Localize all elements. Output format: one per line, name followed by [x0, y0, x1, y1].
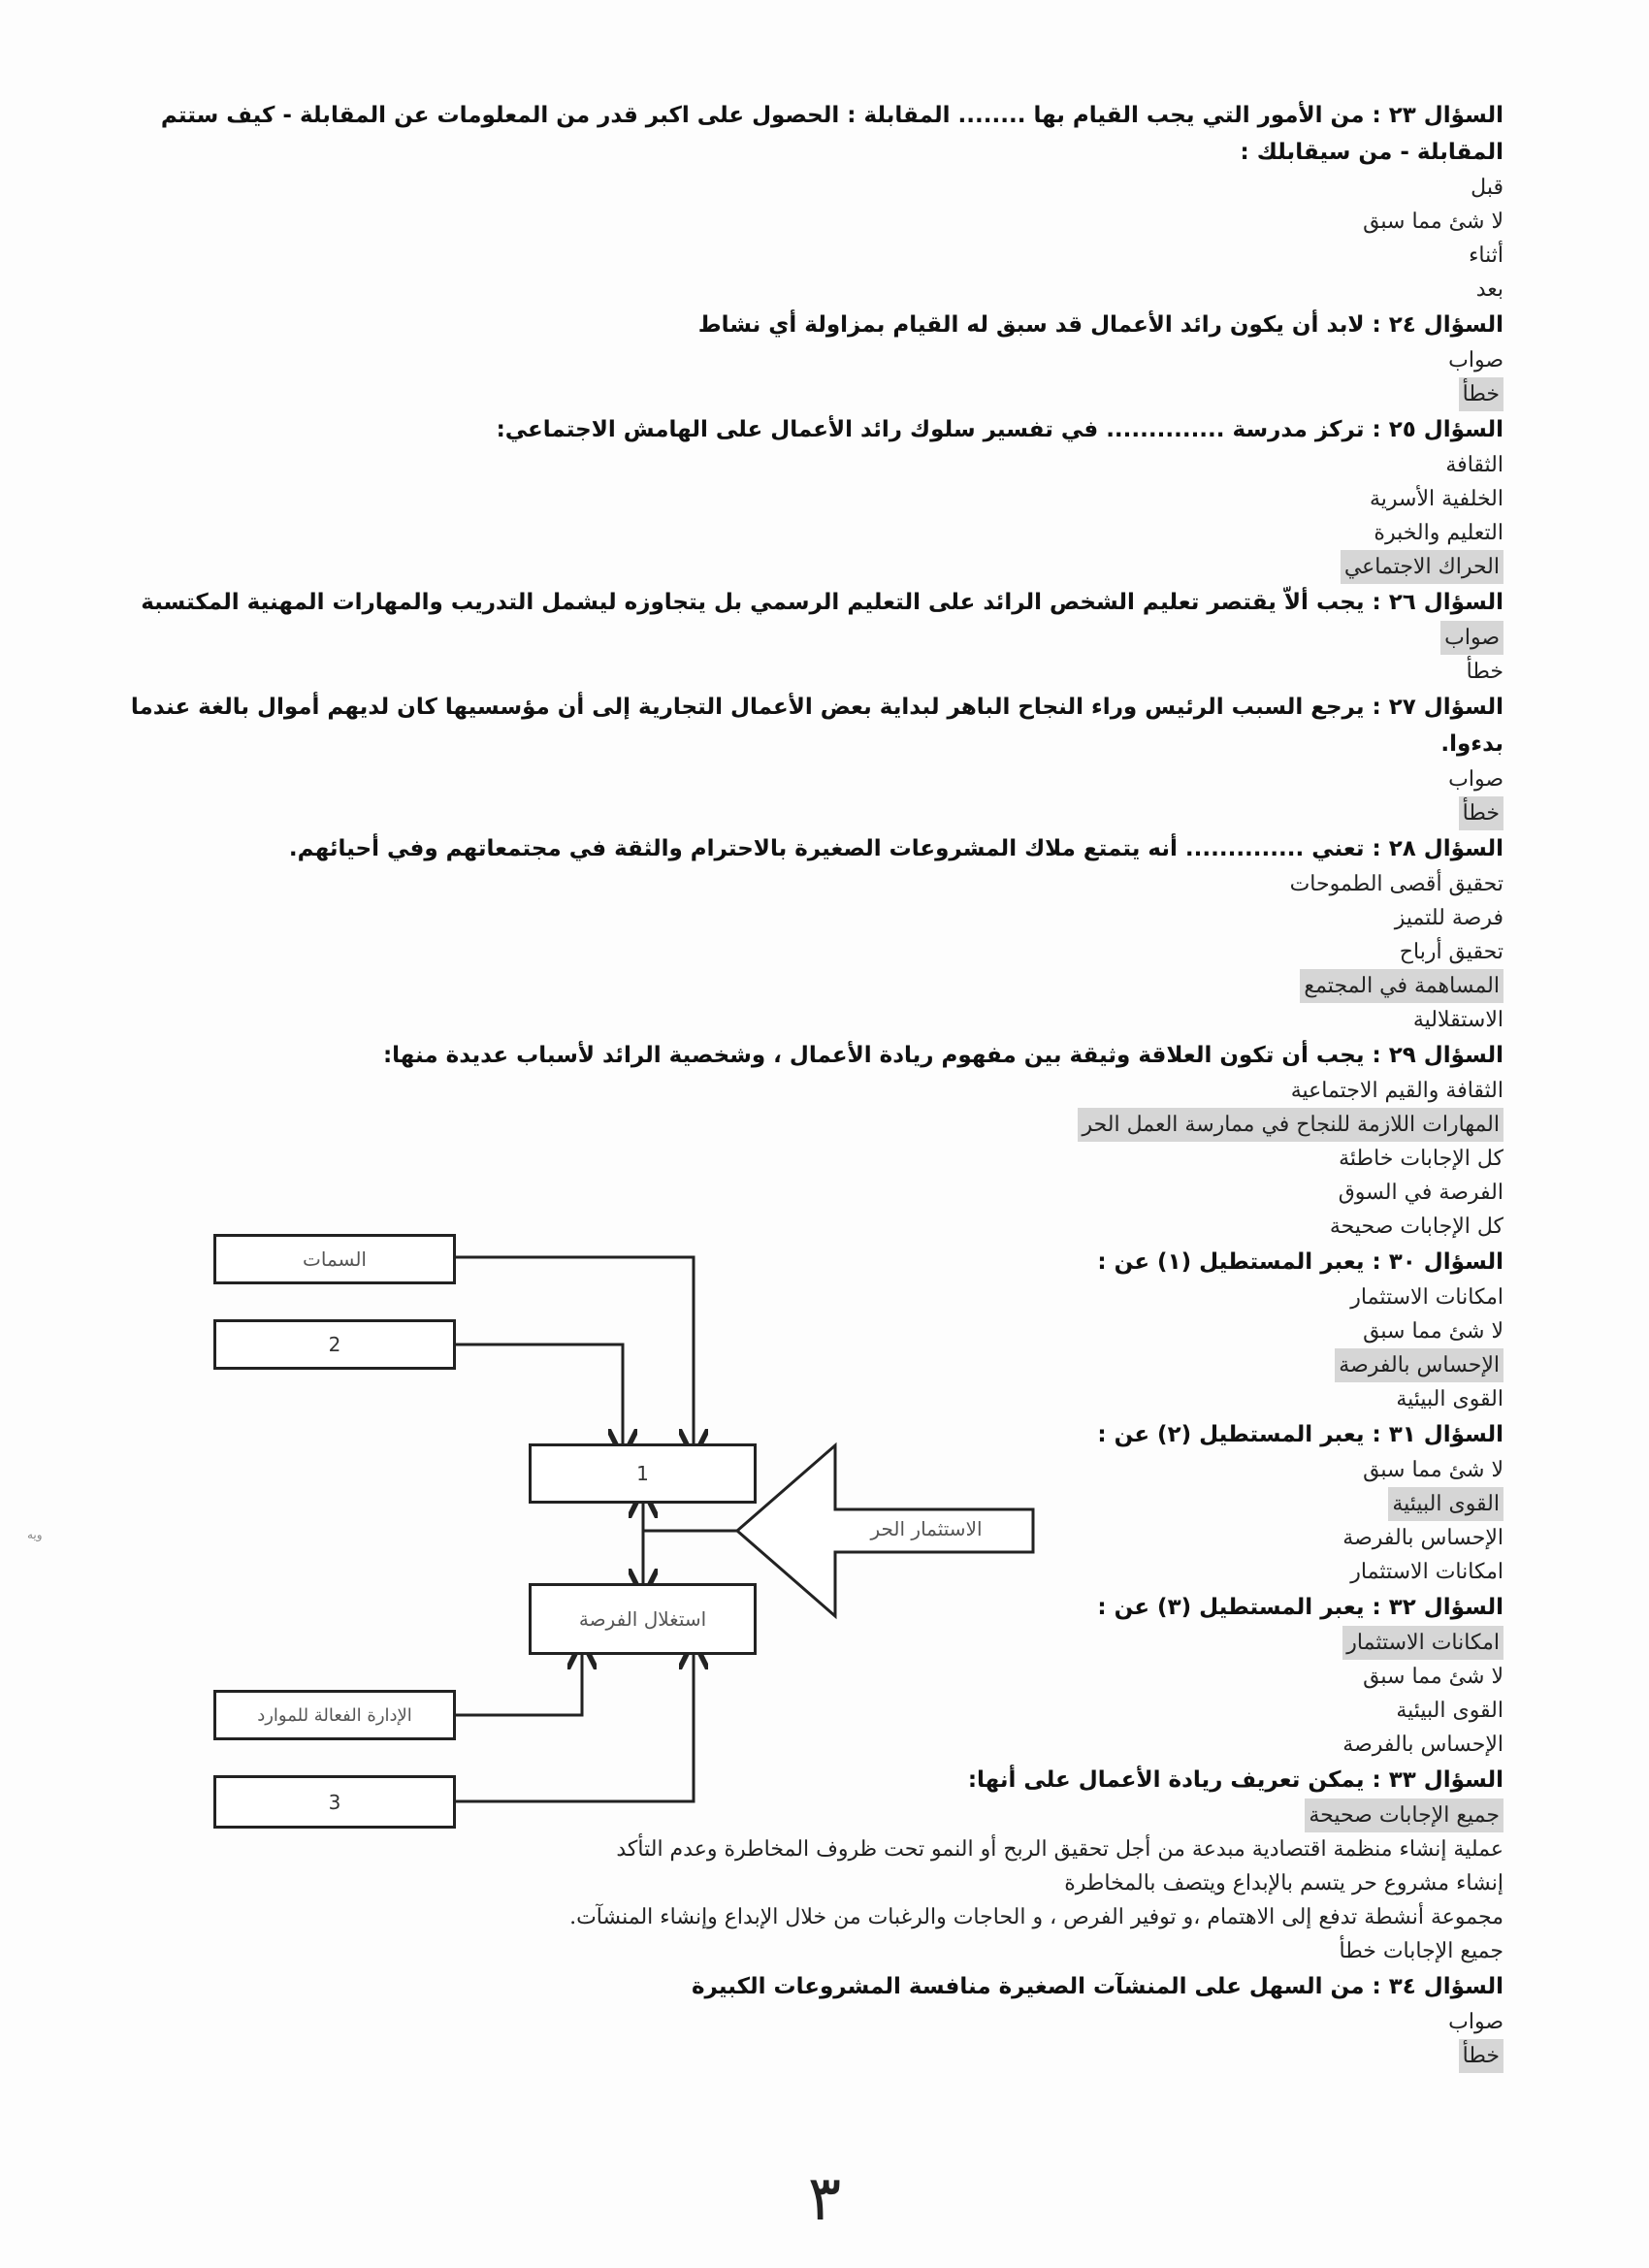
question-block — [126, 1968, 1504, 2073]
question-text: السؤال ٣٤ : من السهل على المنشآت الصغيرة منافسة المشروعات الكبيرة — [691, 1974, 1504, 1999]
answer-option — [126, 482, 1504, 516]
question-text: السؤال ٢٤ : لابد أن يكون رائد الأعمال قد سبق له القيام بمزاولة أي نشاط — [697, 312, 1504, 338]
box-effective-management — [213, 1690, 456, 1740]
answer-option-highlighted — [126, 969, 1504, 1003]
answer-option-label: كل الإجابات خاطئة — [1339, 1147, 1504, 1171]
answer-option-label: جميع الإجابات صحيحة — [1305, 1798, 1504, 1832]
answer-option-label: الثقافة — [1445, 453, 1504, 477]
answer-option-label: لا شئ مما سبق — [1363, 1458, 1504, 1482]
answer-option — [126, 1176, 1504, 1210]
answer-option-label: خطأ — [1466, 660, 1504, 684]
answer-option-label: التعليم والخبرة — [1374, 521, 1504, 545]
answer-option-highlighted — [126, 377, 1504, 411]
answer-option — [126, 867, 1504, 901]
question-block — [126, 411, 1504, 584]
answer-option-label: المهارات اللازمة للنجاح في ممارسة العمل الحر — [1078, 1108, 1504, 1142]
answer-option-label: امكانات الاستثمار — [1342, 1626, 1504, 1660]
answer-option — [126, 1003, 1504, 1037]
answer-option-label: امكانات الاستثمار — [1350, 1560, 1504, 1584]
answer-option — [126, 448, 1504, 482]
answer-option-label: خطأ — [1459, 377, 1504, 411]
answer-option — [126, 1900, 1504, 1934]
answer-option-label: عملية إنشاء منظمة اقتصادية مبدعة من أجل تحقيق الربح أو النمو تحت ظروف المخاطرة وعدم التأكد — [616, 1837, 1504, 1862]
answer-option-label: تحقيق أرباح — [1399, 940, 1504, 964]
answer-option — [126, 901, 1504, 935]
question-text: السؤال ٢٩ : يجب أن تكون العلاقة وثيقة بين مفهوم ريادة الأعمال ، وشخصية الرائد لأسباب عديدة منها: — [382, 1043, 1504, 1068]
answer-option-label: صواب — [1448, 2010, 1504, 2034]
answer-option-highlighted — [126, 550, 1504, 584]
arrow-2-to-1 — [456, 1345, 623, 1443]
answer-option — [126, 239, 1504, 273]
answer-option-label: القوى البيئية — [1396, 1699, 1504, 1723]
answer-option — [126, 2005, 1504, 2039]
question-block — [126, 307, 1504, 411]
answer-option-label: لا شئ مما سبق — [1363, 210, 1504, 234]
answer-option-label: أثناء — [1469, 243, 1504, 268]
question-block — [126, 97, 1504, 307]
question-block — [126, 1037, 1504, 1244]
answer-option-label: الخلفية الأسرية — [1369, 487, 1504, 511]
answer-option — [126, 516, 1504, 550]
box-3-label: 3 — [328, 1790, 341, 1814]
answer-option-label: لا شئ مما سبق — [1363, 1665, 1504, 1689]
answer-option-label: بعد — [1475, 277, 1504, 302]
answer-option — [126, 273, 1504, 307]
question-text: السؤال ٢٥ : تركز مدرسة .............. في تفسير سلوك رائد الأعمال على الهامش الاجتماعي: — [496, 417, 1504, 442]
answer-option — [126, 1142, 1504, 1176]
answer-option — [126, 1832, 1504, 1866]
question-text: السؤال ٣٣ : يمكن تعريف ريادة الأعمال على أنها: — [967, 1767, 1504, 1793]
answer-option-highlighted — [126, 621, 1504, 655]
answer-option-label: القوى البيئية — [1396, 1387, 1504, 1411]
answer-option — [126, 1074, 1504, 1108]
question-block — [126, 584, 1504, 689]
box-2-label: 2 — [328, 1333, 341, 1356]
arrow-management-to-exploit — [456, 1655, 582, 1715]
arrow-3-to-exploit — [456, 1655, 694, 1801]
box-exploit-label: استغلال الفرصة — [578, 1607, 707, 1631]
margin-mark: ويه — [27, 1528, 43, 1541]
box-management-label: الإدارة الفعالة للموارد — [257, 1704, 412, 1726]
answer-option-label: فرصة للتميز — [1394, 906, 1504, 930]
answer-option — [126, 171, 1504, 205]
arrow-traits-to-1 — [456, 1257, 694, 1443]
answer-option-label: المساهمة في المجتمع — [1300, 969, 1504, 1003]
answer-option-label: جميع الإجابات خطأ — [1339, 1939, 1504, 1963]
answer-option-label: امكانات الاستثمار — [1350, 1285, 1504, 1310]
answer-option-highlighted — [126, 2039, 1504, 2073]
answer-option — [126, 935, 1504, 969]
answer-option-highlighted — [126, 1108, 1504, 1142]
question-text: السؤال ٢٧ : يرجع السبب الرئيس وراء النجاح الباهر لبداية بعض الأعمال التجارية إلى أن مؤسسيها كان لديهم أموال بالغة عندما بدءوا. — [130, 695, 1504, 757]
answer-option-label: الاستقلالية — [1412, 1008, 1504, 1032]
box-1-label: 1 — [636, 1462, 649, 1485]
question-text: السؤال ٢٣ : من الأمور التي يجب القيام بها ........ المقابلة : الحصول على اكبر قدر من المعلومات عن المقابلة - كيف ستتم المقابلة - من سيقابلك : — [160, 103, 1504, 165]
answer-option-label: خطأ — [1459, 796, 1504, 830]
answer-option-label: قبل — [1471, 176, 1504, 200]
question-block — [126, 830, 1504, 1037]
answer-option-label: الإحساس بالفرصة — [1342, 1733, 1504, 1757]
answer-option — [126, 1866, 1504, 1900]
box-2 — [213, 1319, 456, 1370]
answer-option — [126, 655, 1504, 689]
answer-option-label: القوى البيئية — [1388, 1487, 1504, 1521]
answer-option-label: الإحساس بالفرصة — [1342, 1526, 1504, 1550]
box-3 — [213, 1775, 456, 1829]
answer-option — [126, 1934, 1504, 1968]
answer-option-label: الحراك الاجتماعي — [1341, 550, 1504, 584]
answer-option-label: خطأ — [1459, 2039, 1504, 2073]
answer-option-label: تحقيق أقصى الطموحات — [1289, 872, 1504, 896]
answer-option-label: مجموعة أنشطة تدفع إلى الاهتمام ،و توفير الفرص ، و الحاجات والرغبات من خلال الإبداع وإنشاء المنشآت. — [569, 1905, 1504, 1929]
answer-option — [126, 343, 1504, 377]
box-traits-label: السمات — [303, 1247, 367, 1271]
answer-option — [126, 762, 1504, 796]
answer-option-label: صواب — [1440, 621, 1504, 655]
free-investment-label: الاستثمار الحر — [870, 1517, 983, 1540]
answer-option — [126, 205, 1504, 239]
answer-option-label: صواب — [1448, 348, 1504, 373]
page-number: ٣ — [807, 2163, 842, 2235]
question-text: السؤال ٣٢ : يعبر المستطيل (٣) عن : — [1097, 1595, 1504, 1620]
question-text: السؤال ٢٨ : تعني .............. أنه يتمتع ملاك المشروعات الصغيرة بالاحترام والثقة في مجتمعاتهم وفي أحيائهم. — [288, 836, 1504, 861]
opportunity-diagram — [204, 1222, 1048, 1814]
question-text: السؤال ٣٠ : يعبر المستطيل (١) عن : — [1097, 1249, 1504, 1275]
box-exploit-opportunity — [529, 1583, 757, 1655]
answer-option-label: إنشاء مشروع حر يتسم بالإبداع ويتصف بالمخاطرة — [1064, 1871, 1504, 1895]
box-traits — [213, 1234, 456, 1284]
box-1 — [529, 1443, 757, 1504]
answer-option-highlighted — [126, 796, 1504, 830]
answer-option-label: كل الإجابات صحيحة — [1329, 1215, 1504, 1239]
answer-option-label: الثقافة والقيم الاجتماعية — [1290, 1079, 1504, 1103]
question-text: السؤال ٢٦ : يجب ألاّ يقتصر تعليم الشخص الرائد على التعليم الرسمي بل يتجاوزه ليشمل التدريب والمهارات المهنية المكتسبة — [141, 590, 1504, 615]
answer-option-label: الفرصة في السوق — [1338, 1181, 1504, 1205]
question-text: السؤال ٣١ : يعبر المستطيل (٢) عن : — [1097, 1422, 1504, 1447]
answer-option-label: لا شئ مما سبق — [1363, 1319, 1504, 1344]
answer-option-label: صواب — [1448, 767, 1504, 792]
answer-option-label: الإحساس بالفرصة — [1335, 1348, 1504, 1382]
question-block — [126, 689, 1504, 830]
